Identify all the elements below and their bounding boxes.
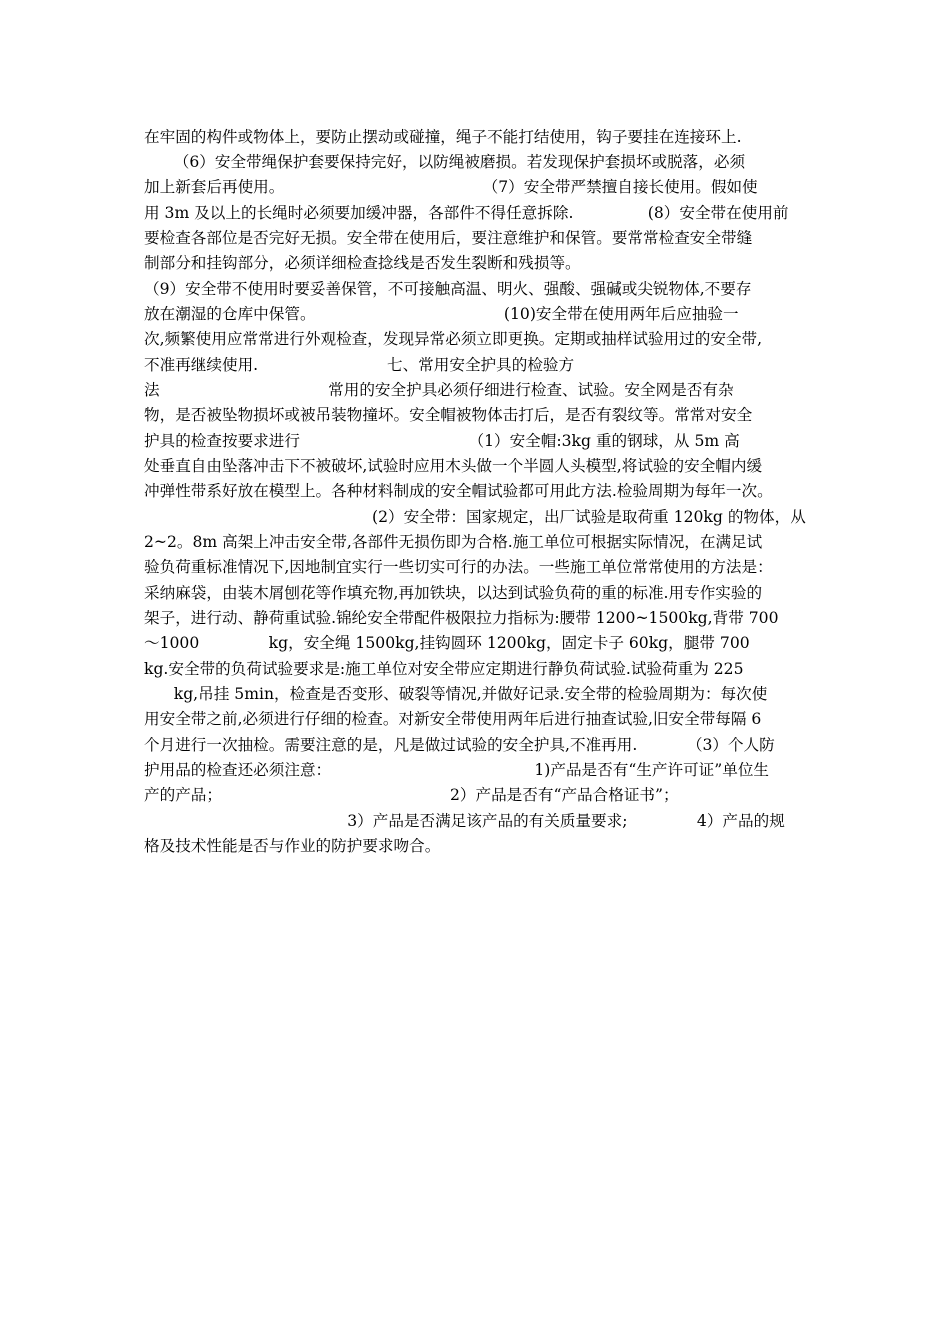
- text-line: 用安全带之前,必须进行仔细的检查。对新安全带使用两年后进行抽查试验,旧安全带每隔 6: [144, 710, 762, 728]
- text-line: 次,频繁使用应常常进行外观检查，发现异常必须立即更换。定期或抽样试验用过的安全带,: [144, 330, 763, 348]
- text-line: (2）安全带：国家规定，出厂试验是取荷重 120kg 的物体，从: [144, 508, 806, 526]
- text-line: 加上新套后再使用。 （7）安全带严禁擅自接长使用。假如使: [144, 178, 758, 196]
- text-line: 护用品的检查还必须注意： 1)产品是否有“生产许可证”单位生: [144, 761, 770, 779]
- text-line: 处垂直自由坠落冲击下不被破坏,试验时应用木头做一个半圆人头模型,将试验的安全帽内缓: [144, 457, 763, 475]
- text-line: 物，是否被坠物损坏或被吊装物撞坏。安全帽被物体击打后，是否有裂纹等。常常对安全: [144, 406, 753, 424]
- text-line: 放在潮湿的仓库中保管。 (10)安全带在使用两年后应抽验一: [144, 305, 739, 323]
- text-line: 护具的检查按要求进行 （1）安全帽:3kg 重的钢球，从 5m 高: [144, 432, 740, 450]
- text-line: 产的产品； 2）产品是否有“产品合格证书”；: [144, 786, 679, 804]
- text-line: 用 3m 及以上的长绳时必须要加缓冲器，各部件不得任意拆除. (8）安全带在使用前: [144, 204, 789, 222]
- text-line: 制部分和挂钩部分，必须详细检查捻线是否发生裂断和残损等。: [144, 254, 581, 272]
- text-line: 架子，进行动、静荷重试验.锦纶安全带配件极限拉力指标为:腰带 1200~1500kg,背带 700: [144, 609, 779, 627]
- text-line: ～1000 kg，安全绳 1500kg,挂钩圆环 1200kg，固定卡子 60kg，腿带 700: [144, 634, 750, 652]
- text-line: 格及技术性能是否与作业的防护要求吻合。: [144, 837, 441, 855]
- text-line: 验负荷重标准情况下,因地制宜实行一些切实可行的办法。一些施工单位常常使用的方法是：: [144, 558, 773, 576]
- text-line: kg.安全带的负荷试验要求是:施工单位对安全带应定期进行静负荷试验.试验荷重为 225: [144, 660, 744, 678]
- text-line: 不准再继续使用. 七、常用安全护具的检验方: [144, 356, 575, 374]
- text-line: （6）安全带绳保护套要保持完好，以防绳被磨损。若发现保护套损坏或脱落，必须: [144, 153, 746, 171]
- text-line: 个月进行一次抽检。需要注意的是，凡是做过试验的安全护具,不准再用. （3）个人防: [144, 736, 775, 754]
- text-line: 冲弹性带系好放在模型上。各种材料制成的安全帽试验都可用此方法.检验周期为每年一次。: [144, 482, 773, 500]
- text-line: kg,吊挂 5min，检查是否变形、破裂等情况,并做好记录.安全带的检验周期为：每次使: [144, 685, 768, 703]
- text-line: 在牢固的构件或物体上，要防止摆动或碰撞，绳子不能打结使用，钩子要挂在连接环上.: [144, 128, 742, 146]
- text-line: 法 常用的安全护具必须仔细进行检查、试验。安全网是否有杂: [144, 381, 734, 399]
- text-line: （9）安全带不使用时要妥善保管，不可接触高温、明火、强酸、强碱或尖锐物体,不要存: [144, 280, 752, 298]
- text-line: 2~2。8m 高架上冲击安全带,各部件无损伤即为合格.施工单位可根据实际情况，在满足试: [144, 533, 763, 551]
- text-line: 要检查各部位是否完好无损。安全带在使用后，要注意维护和保管。要常常检查安全带缝: [144, 229, 753, 247]
- text-line: 采纳麻袋，由装木屑刨花等作填充物,再加铁块，以达到试验负荷的重的标准.用专作实验的: [144, 584, 763, 602]
- text-line: 3）产品是否满足该产品的有关质量要求; 4）产品的规: [144, 812, 785, 830]
